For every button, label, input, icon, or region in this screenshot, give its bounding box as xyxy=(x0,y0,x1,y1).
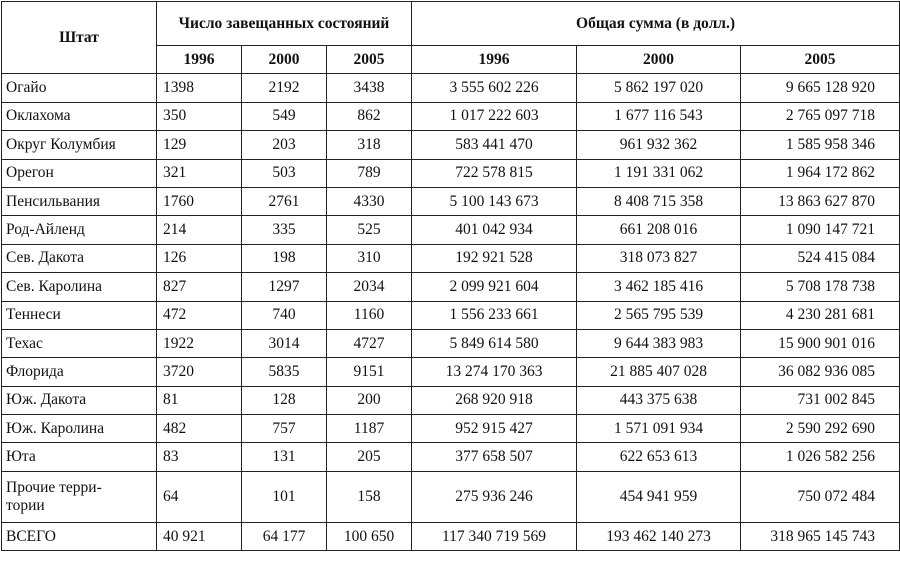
year-header-count-2000: 2000 xyxy=(242,46,327,74)
count-1996-cell: 129 xyxy=(157,131,242,159)
sum-2000-cell: 9 644 383 983 xyxy=(577,329,741,357)
sum-2000-cell: 318 073 827 xyxy=(577,244,741,272)
count-1996-cell: 482 xyxy=(157,415,242,443)
count-2005-cell: 525 xyxy=(327,216,412,244)
sum-2000-cell: 1 191 331 062 xyxy=(577,159,741,187)
count-2000-cell: 64 177 xyxy=(242,522,327,550)
count-1996-cell: 64 xyxy=(157,471,242,522)
sum-2005-cell: 318 965 145 743 xyxy=(741,522,900,550)
count-2005-cell: 2034 xyxy=(327,273,412,301)
sum-2005-cell: 9 665 128 920 xyxy=(741,74,900,102)
table-row xyxy=(2,415,900,443)
count-2005-cell: 4727 xyxy=(327,329,412,357)
sum-2005-cell: 750 072 484 xyxy=(741,471,900,522)
count-1996-cell: 827 xyxy=(157,273,242,301)
count-2000-cell: 3014 xyxy=(242,329,327,357)
table-row xyxy=(2,358,900,386)
sum-2000-cell: 661 208 016 xyxy=(577,216,741,244)
count-1996-cell: 3720 xyxy=(157,358,242,386)
count-1996-cell: 214 xyxy=(157,216,242,244)
count-2000-cell: 2761 xyxy=(242,187,327,215)
sum-2000-cell: 443 375 638 xyxy=(577,386,741,414)
sum-1996-cell: 3 555 602 226 xyxy=(412,74,577,102)
table-row xyxy=(2,443,900,471)
sum-1996-cell: 268 920 918 xyxy=(412,386,577,414)
table-row xyxy=(2,216,900,244)
sum-1996-cell: 583 441 470 xyxy=(412,131,577,159)
count-2005-cell: 158 xyxy=(327,471,412,522)
count-2005-cell: 310 xyxy=(327,244,412,272)
sum-2005-cell: 1 026 582 256 xyxy=(741,443,900,471)
count-1996-cell: 40 921 xyxy=(157,522,242,550)
count-2000-cell: 101 xyxy=(242,471,327,522)
table-row xyxy=(2,159,900,187)
sum-1996-cell: 275 936 246 xyxy=(412,471,577,522)
count-2005-cell: 9151 xyxy=(327,358,412,386)
count-1996-cell: 321 xyxy=(157,159,242,187)
table-row xyxy=(2,187,900,215)
count-2005-cell: 1160 xyxy=(327,301,412,329)
count-1996-cell: 472 xyxy=(157,301,242,329)
table-row xyxy=(2,301,900,329)
sum-2000-cell: 8 408 715 358 xyxy=(577,187,741,215)
sum-1996-cell: 192 921 528 xyxy=(412,244,577,272)
count-2000-cell: 198 xyxy=(242,244,327,272)
sum-2000-cell: 2 565 795 539 xyxy=(577,301,741,329)
count-1996-cell: 1760 xyxy=(157,187,242,215)
state-column-header: Штат xyxy=(2,2,157,74)
sum-1996-cell: 722 578 815 xyxy=(412,159,577,187)
sum-2000-cell: 193 462 140 273 xyxy=(577,522,741,550)
state-cell: Род-Айленд xyxy=(2,216,157,244)
count-2005-cell: 4330 xyxy=(327,187,412,215)
count-1996-cell: 1398 xyxy=(157,74,242,102)
sum-1996-cell: 5 100 143 673 xyxy=(412,187,577,215)
sum-2005-cell: 4 230 281 681 xyxy=(741,301,900,329)
inheritance-table xyxy=(1,1,900,551)
header-row-groups xyxy=(2,2,900,46)
state-cell: Сев. Дакота xyxy=(2,244,157,272)
count-2005-cell: 205 xyxy=(327,443,412,471)
count-2000-cell: 503 xyxy=(242,159,327,187)
count-1996-cell: 126 xyxy=(157,244,242,272)
count-1996-cell: 83 xyxy=(157,443,242,471)
state-cell: Огайо xyxy=(2,74,157,102)
state-cell: Пенсильвания xyxy=(2,187,157,215)
sum-2005-cell: 13 863 627 870 xyxy=(741,187,900,215)
count-2000-cell: 131 xyxy=(242,443,327,471)
state-cell: Юта xyxy=(2,443,157,471)
year-header-sum-2000: 2000 xyxy=(577,46,741,74)
count-2000-cell: 128 xyxy=(242,386,327,414)
count-2005-cell: 3438 xyxy=(327,74,412,102)
state-cell: Теннеси xyxy=(2,301,157,329)
table-row xyxy=(2,131,900,159)
sum-1996-cell: 401 042 934 xyxy=(412,216,577,244)
year-header-count-2005: 2005 xyxy=(327,46,412,74)
count-1996-cell: 81 xyxy=(157,386,242,414)
count-2005-cell: 100 650 xyxy=(327,522,412,550)
table-header xyxy=(2,2,900,74)
sum-2005-cell: 36 082 936 085 xyxy=(741,358,900,386)
state-cell: Орегон xyxy=(2,159,157,187)
sum-2005-cell: 2 765 097 718 xyxy=(741,102,900,130)
sum-2000-cell: 1 677 116 543 xyxy=(577,102,741,130)
count-2000-cell: 203 xyxy=(242,131,327,159)
count-2005-cell: 862 xyxy=(327,102,412,130)
sum-2005-cell: 1 964 172 862 xyxy=(741,159,900,187)
sum-2000-cell: 1 571 091 934 xyxy=(577,415,741,443)
state-cell: Оклахома xyxy=(2,102,157,130)
table-row xyxy=(2,102,900,130)
sum-2005-cell: 5 708 178 738 xyxy=(741,273,900,301)
count-1996-cell: 1922 xyxy=(157,329,242,357)
sum-1996-cell: 1 017 222 603 xyxy=(412,102,577,130)
state-cell: Юж. Дакота xyxy=(2,386,157,414)
sum-2000-cell: 454 941 959 xyxy=(577,471,741,522)
sum-2005-cell: 524 415 084 xyxy=(741,244,900,272)
sum-1996-cell: 117 340 719 569 xyxy=(412,522,577,550)
state-cell: Техас xyxy=(2,329,157,357)
count-2000-cell: 5835 xyxy=(242,358,327,386)
state-cell: Округ Колумбия xyxy=(2,131,157,159)
sum-2000-cell: 3 462 185 416 xyxy=(577,273,741,301)
sum-2005-cell: 2 590 292 690 xyxy=(741,415,900,443)
sum-2000-cell: 21 885 407 028 xyxy=(577,358,741,386)
sum-1996-cell: 377 658 507 xyxy=(412,443,577,471)
year-header-count-1996: 1996 xyxy=(157,46,242,74)
count-2005-cell: 1187 xyxy=(327,415,412,443)
state-cell: ВСЕГО xyxy=(2,522,157,550)
count-2000-cell: 740 xyxy=(242,301,327,329)
count-2005-cell: 318 xyxy=(327,131,412,159)
sum-2005-cell: 1 585 958 346 xyxy=(741,131,900,159)
sum-2005-cell: 15 900 901 016 xyxy=(741,329,900,357)
sum-2000-cell: 5 862 197 020 xyxy=(577,74,741,102)
sum-1996-cell: 2 099 921 604 xyxy=(412,273,577,301)
table-body xyxy=(2,74,900,551)
sum-2000-cell: 622 653 613 xyxy=(577,443,741,471)
table-row xyxy=(2,471,900,522)
count-2000-cell: 335 xyxy=(242,216,327,244)
table-row xyxy=(2,522,900,550)
table-row xyxy=(2,329,900,357)
sum-1996-cell: 5 849 614 580 xyxy=(412,329,577,357)
state-cell: Юж. Каролина xyxy=(2,415,157,443)
count-2005-cell: 200 xyxy=(327,386,412,414)
state-cell: Прочие терри- тории xyxy=(2,471,157,522)
year-header-sum-2005: 2005 xyxy=(741,46,900,74)
count-2000-cell: 1297 xyxy=(242,273,327,301)
sum-1996-cell: 1 556 233 661 xyxy=(412,301,577,329)
count-group-header: Число завещанных состояний xyxy=(157,2,412,46)
count-2000-cell: 2192 xyxy=(242,74,327,102)
sum-group-header: Общая сумма (в долл.) xyxy=(412,2,900,46)
count-2000-cell: 549 xyxy=(242,102,327,130)
year-header-sum-1996: 1996 xyxy=(412,46,577,74)
table-row xyxy=(2,386,900,414)
state-cell: Флорида xyxy=(2,358,157,386)
sum-2005-cell: 1 090 147 721 xyxy=(741,216,900,244)
table-row xyxy=(2,244,900,272)
count-2000-cell: 757 xyxy=(242,415,327,443)
table-row xyxy=(2,74,900,102)
sum-2005-cell: 731 002 845 xyxy=(741,386,900,414)
table-row xyxy=(2,273,900,301)
count-2005-cell: 789 xyxy=(327,159,412,187)
count-1996-cell: 350 xyxy=(157,102,242,130)
state-cell: Сев. Каролина xyxy=(2,273,157,301)
sum-1996-cell: 13 274 170 363 xyxy=(412,358,577,386)
sum-1996-cell: 952 915 427 xyxy=(412,415,577,443)
sum-2000-cell: 961 932 362 xyxy=(577,131,741,159)
